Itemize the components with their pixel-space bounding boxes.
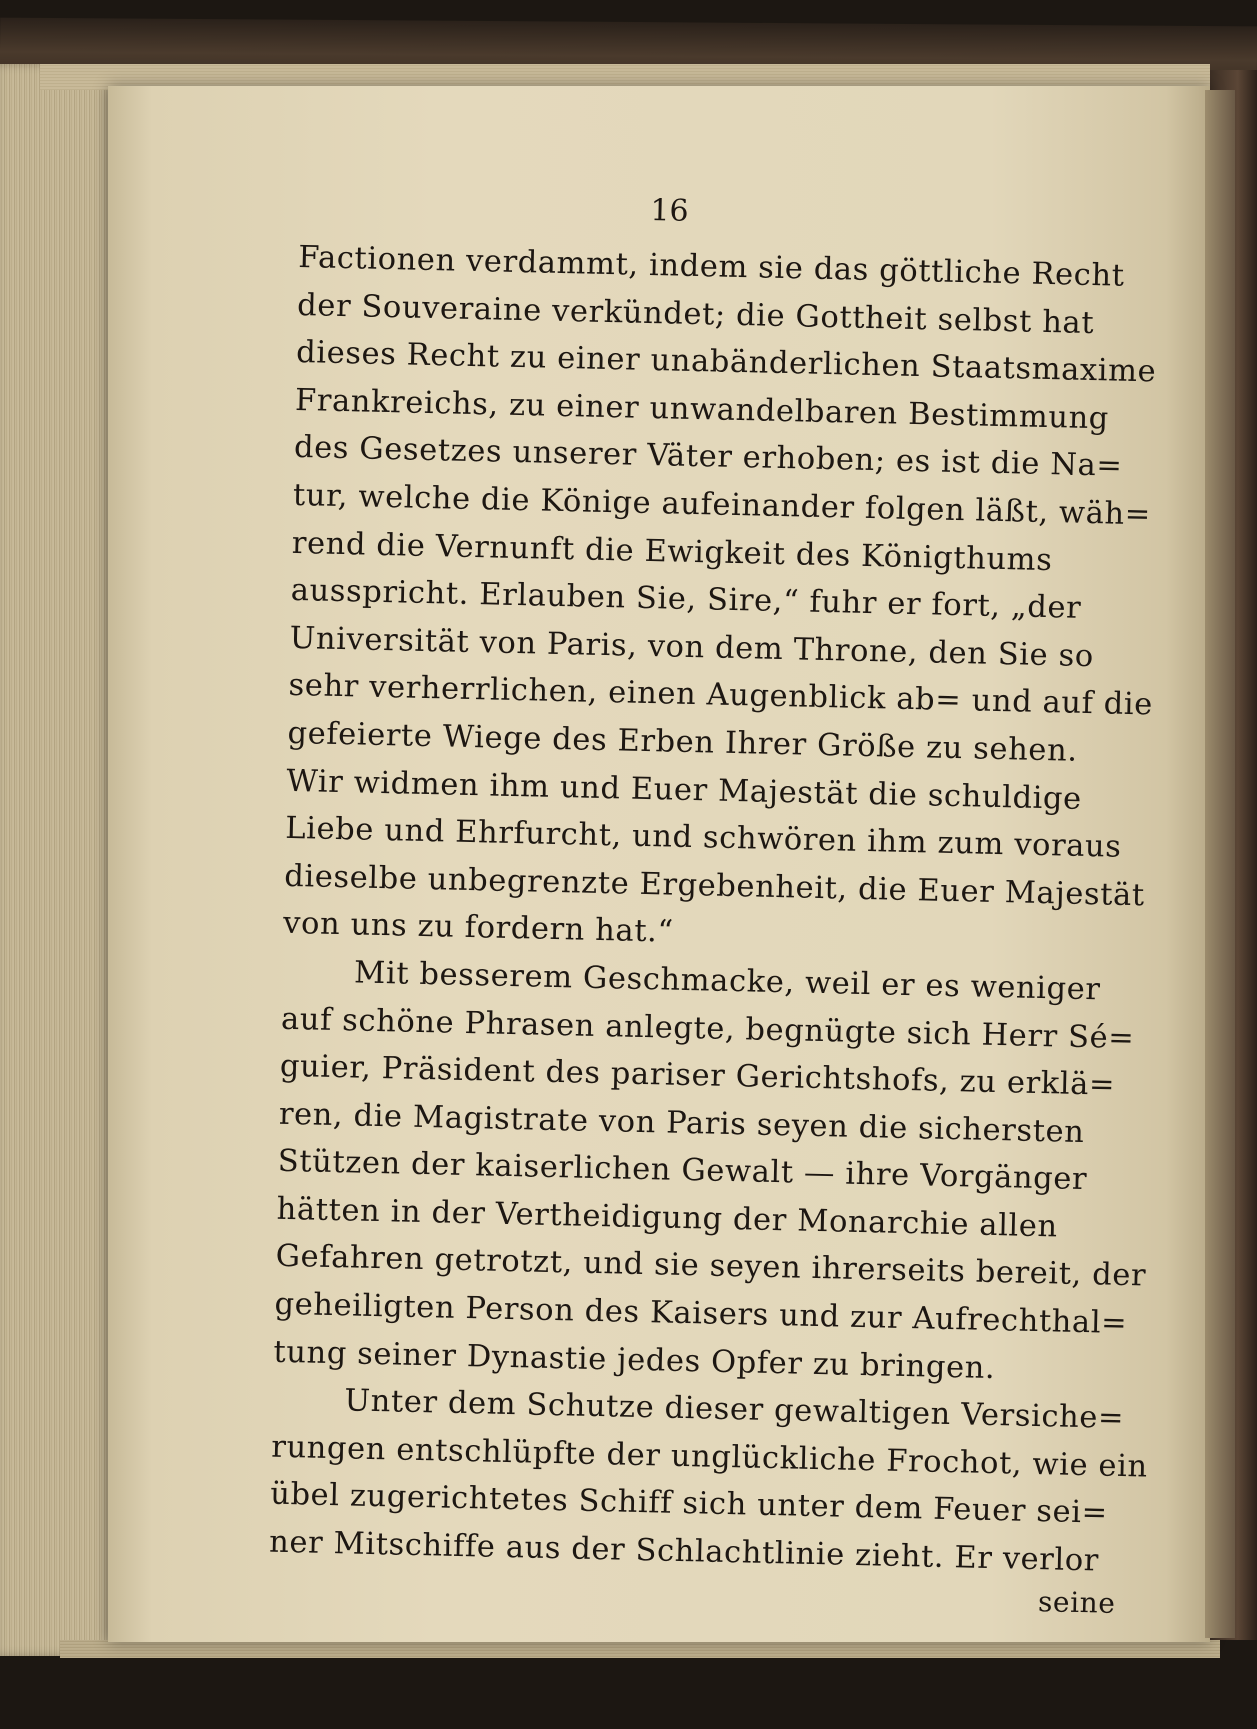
text-line: übel zugerichtetes Schiff sich unter dem Feuer sei=: [269, 1477, 1109, 1532]
page-edges-bottom: [60, 1640, 1220, 1658]
text-line: Frankreichs, zu einer unwandelbaren Bestimmung: [294, 382, 1110, 437]
text-line: von uns zu fordern hat.“: [282, 906, 675, 950]
text-line: dieselbe unbegrenzte Ergebenheit, die Euer Majestät: [283, 858, 1146, 914]
text-line: tur, welche die Könige aufeinander folgen läßt, wäh=: [292, 477, 1152, 533]
text-line: hätten in der Vertheidigung der Monarchie allen: [276, 1191, 1059, 1245]
text-line: Liebe und Ehrfurcht, und schwören ihm zum voraus: [285, 810, 1122, 865]
page-gutter: [1205, 90, 1235, 1638]
text-line: des Gesetzes unserer Väter erhoben; es ist die Na=: [293, 430, 1123, 485]
text-line: tung seiner Dynastie jedes Opfer zu bringen.: [273, 1334, 996, 1386]
text-line: Factionen verdammt, indem sie das göttliche Recht: [297, 239, 1125, 294]
text-line: auf schöne Phrasen anlegte, begnügte sich Herr Sé=: [280, 1001, 1135, 1056]
text-line: ner Mitschiffe aus der Schlachtlinie zieht. Er verlor: [268, 1524, 1100, 1579]
text-line: sehr verherrlichen, einen Augenblick ab= und auf die: [288, 668, 1154, 723]
text-line: dieses Recht zu einer unabänderlichen Staatsmaxime: [295, 335, 1157, 390]
text-line: rungen entschlüpfte der unglückliche Frochot, wie ein: [270, 1429, 1149, 1485]
text-line: ren, die Magistrate von Paris seyen die sichersten: [278, 1096, 1085, 1150]
page-text: [268, 185, 1160, 1622]
text-line: Gefahren getrotzt, und sie seyen ihrerseits bereit, der: [275, 1239, 1147, 1294]
text-line: guier, Präsident des pariser Gerichtshofs, zu erklä=: [279, 1048, 1116, 1103]
text-line: ausspricht. Erlauben Sie, Sire,“ fuhr er fort, „der: [290, 573, 1082, 626]
text-line: Stützen der kaiserlichen Gewalt — ihre Vorgänger: [277, 1144, 1088, 1198]
text-line: Universität von Paris, von dem Throne, den Sie so: [289, 620, 1095, 674]
text-line: geheiligten Person des Kaisers und zur Aufrechthal=: [274, 1286, 1128, 1342]
page-number: 16: [650, 192, 689, 229]
page-edges-left: [0, 64, 112, 1656]
catchword: seine: [1037, 1584, 1116, 1620]
text-line: der Souveraine verkündet; die Gottheit selbst hat: [296, 287, 1095, 341]
text-line: rend die Vernunft die Ewigkeit des Königthums: [291, 525, 1053, 578]
text-line: Wir widmen ihm und Euer Majestät die schuldige: [286, 763, 1083, 817]
text-line: gefeierte Wiege des Erben Ihrer Größe zu sehen.: [287, 715, 1078, 769]
paragraph-start-line: Mit besserem Geschmacke, weil er es weniger: [353, 955, 1101, 1008]
paragraph-start-line: Unter dem Schutze dieser gewaltigen Versiche=: [344, 1383, 1125, 1437]
